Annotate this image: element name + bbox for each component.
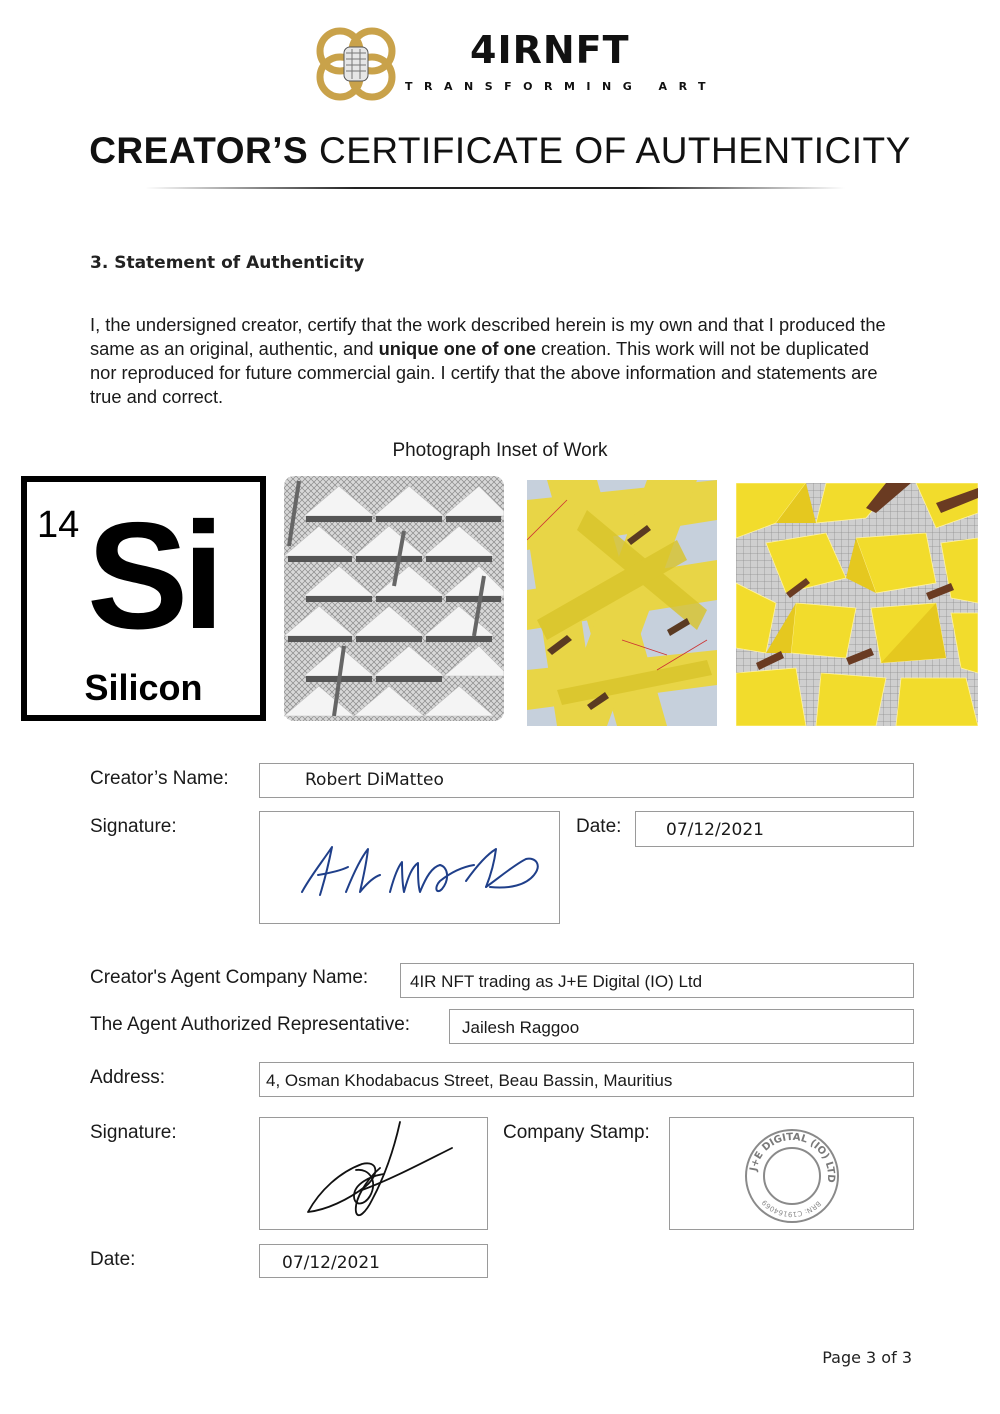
address-value: 4, Osman Khodabacus Street, Beau Bassin, Mauritius (266, 1071, 673, 1090)
statement-text-bold: unique one of one (378, 338, 537, 359)
title-rest: CERTIFICATE OF AUTHENTICITY (308, 130, 911, 171)
company-stamp-box (669, 1117, 914, 1230)
agent-signature-image (300, 1120, 470, 1228)
creator-signature-box[interactable] (259, 811, 560, 924)
agent-rep-label: The Agent Authorized Representative: (90, 1014, 411, 1035)
agent-date-label: Date: (90, 1249, 136, 1270)
agent-company-value: 4IR NFT trading as J+E Digital (IO) Ltd (410, 972, 703, 991)
page-title (0, 130, 1000, 172)
creator-date-field[interactable] (635, 811, 914, 847)
brand-logo-icon (316, 25, 396, 101)
creator-date-label: Date: (576, 816, 622, 837)
inset-label: Photograph Inset of Work (392, 440, 608, 461)
address-field[interactable] (259, 1062, 914, 1097)
company-stamp-image (742, 1126, 842, 1226)
element-symbol: Si (87, 491, 219, 661)
svg-text:J+E DIGITAL (IO) LTD (748, 1132, 836, 1183)
creator-name-field[interactable] (259, 763, 914, 798)
agent-date-field[interactable] (259, 1244, 488, 1278)
agent-date-value: 07/12/2021 (282, 1253, 380, 1273)
creator-name-value: Robert DiMatteo (305, 770, 444, 790)
agent-signature-box[interactable] (259, 1117, 488, 1230)
brand-tagline: TRANSFORMING ART (405, 80, 718, 93)
statement-text-2: creation. This work will not be duplicated nor reproduced for future commercial gain. I certify that the above information and statements are true and correct. (90, 338, 878, 407)
title-divider (145, 187, 845, 189)
creator-signature-image (290, 837, 550, 907)
statement-paragraph (90, 313, 900, 409)
company-stamp-label: Company Stamp: (503, 1122, 650, 1143)
agent-rep-field[interactable] (449, 1009, 914, 1044)
agent-company-label: Creator's Agent Company Name: (90, 967, 369, 988)
stamp-brn-text: BRN: C19164069 (760, 1198, 823, 1219)
element-tile (21, 476, 266, 721)
brand-name: 4IRNFT (470, 28, 630, 72)
creator-name-label: Creator’s Name: (90, 768, 229, 789)
svg-text:BRN: C19164069 (760, 1198, 822, 1218)
artwork-image-yellow-lines (527, 480, 717, 726)
artwork-image-yellow-tiles (736, 483, 978, 726)
agent-company-field[interactable] (400, 963, 914, 998)
creator-date-value: 07/12/2021 (666, 820, 764, 840)
element-number: 14 (37, 504, 80, 546)
agent-signature-label: Signature: (90, 1122, 177, 1143)
agent-rep-value: Jailesh Raggoo (462, 1018, 580, 1037)
element-name: Silicon (84, 667, 203, 708)
artwork-image-grey (284, 476, 504, 721)
section-heading: 3. Statement of Authenticity (90, 253, 365, 273)
statement-text-1: I, the undersigned creator, certify that the work described herein is my own and that I produced the same as an original, authentic, and (90, 314, 886, 359)
page-number: Page 3 of 3 (822, 1348, 912, 1367)
title-bold: CREATOR’S (89, 130, 309, 171)
creator-signature-label: Signature: (90, 816, 177, 837)
stamp-company-text: J+E DIGITAL (IO) LTD (748, 1131, 837, 1183)
address-label: Address: (90, 1067, 165, 1088)
